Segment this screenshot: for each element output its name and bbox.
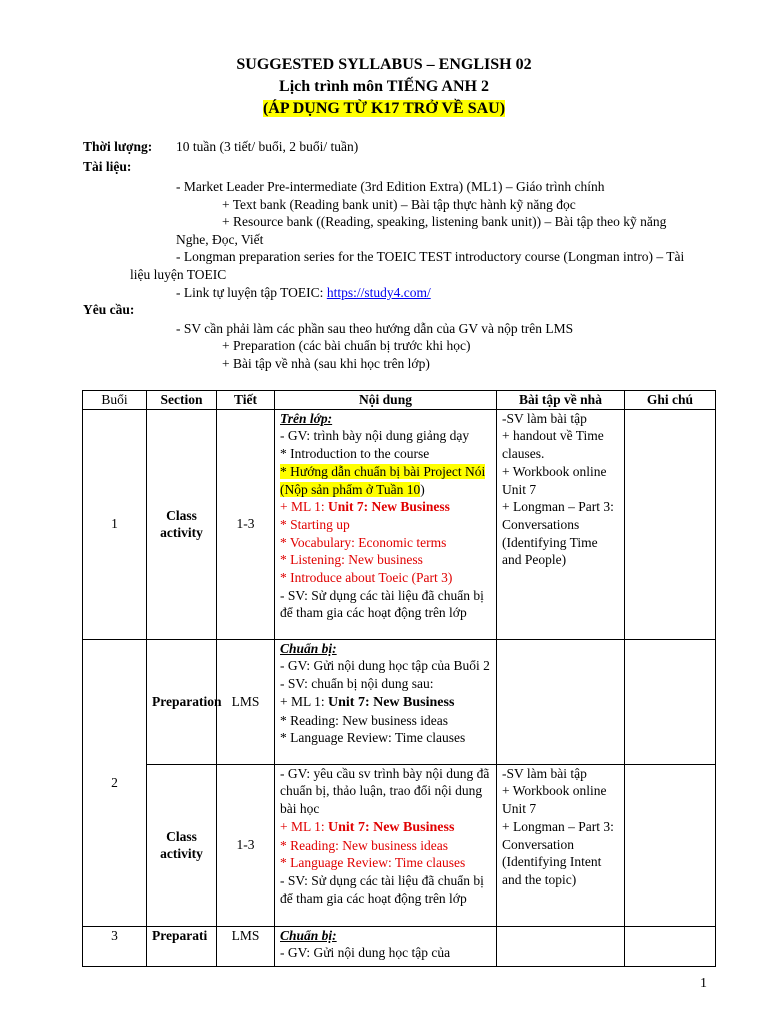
materials-label: Tài liệu:: [83, 159, 132, 174]
periods-cell: 1-3: [217, 409, 275, 639]
material-line: Nghe, Đọc, Viết: [176, 232, 264, 247]
content-cell: [275, 926, 497, 966]
content-cell: [275, 764, 497, 926]
content-line-unit: [280, 818, 491, 837]
material-line: - Market Leader Pre-intermediate (3rd Edition Extra) (ML1) – Giáo trình chính: [176, 179, 605, 194]
homework-line: + Workbook online Unit 7: [502, 783, 607, 817]
requirement-line: - SV cần phải làm các phần sau theo hướng dẫn của GV và nộp trên LMS: [176, 321, 574, 336]
content-line: * Reading: New business ideas: [280, 712, 448, 728]
requirement-line: + Bài tập về nhà (sau khi học trên lớp): [222, 356, 430, 371]
toeic-link-line: [176, 284, 431, 302]
section-cell: Preparati: [147, 926, 217, 966]
col-header-homework: Bài tập về nhà: [497, 391, 625, 410]
requirements-label: Yêu cầu:: [83, 302, 135, 317]
project-highlight: * Hướng dẫn chuẩn bị bài Project Nói (Nộp sản phẩm ở Tuần 10: [280, 463, 486, 497]
content-line: * Introduction to the course: [280, 446, 430, 462]
homework-cell: [497, 409, 625, 639]
periods-cell: LMS: [217, 926, 275, 966]
table-row-session-2-class: [83, 764, 716, 926]
homework-line: -SV làm bài tập: [502, 410, 587, 426]
title-english: SUGGESTED SYLLABUS – ENGLISH 02: [236, 56, 532, 73]
unit-prefix: + ML 1:: [280, 818, 328, 834]
content-heading: Chuẩn bị:: [280, 927, 337, 943]
applies-highlight: (ÁP DỤNG TỪ K17 TRỞ VỀ SAU): [262, 100, 506, 117]
periods-cell: 1-3: [217, 764, 275, 926]
col-header-notes: Ghi chú: [625, 391, 716, 410]
homework-line: + Longman – Part 3: Conversations (Identifying Time and People): [502, 499, 614, 568]
homework-line: + Workbook online Unit 7: [502, 463, 607, 497]
session-number: 2: [83, 639, 147, 926]
col-header-section: Section: [147, 391, 217, 410]
material-line: liệu luyện TOEIC: [130, 267, 227, 282]
unit-title: Unit 7: New Business: [328, 819, 455, 835]
content-cell: [275, 409, 497, 639]
unit-title: Unit 7: New Business: [328, 694, 455, 710]
content-line: * Language Review: Time clauses: [280, 730, 466, 746]
material-line: - Longman preparation series for the TOEIC TEST introductory course (Longman intro) – Tài: [176, 249, 685, 264]
content-line: * Introduce about Toeic (Part 3): [280, 570, 453, 586]
title-vietnamese: Lịch trình môn TIẾNG ANH 2: [279, 78, 489, 95]
session-number: 3: [83, 926, 147, 966]
homework-cell: [497, 764, 625, 926]
homework-line: + Longman – Part 3: Conversation (Identifying Intent and the topic): [502, 818, 614, 887]
section-cell: Preparation: [147, 639, 217, 764]
notes-cell: [625, 926, 716, 966]
session-number: 1: [83, 409, 147, 639]
table-row-session-3: [83, 926, 716, 966]
unit-prefix: + ML 1:: [280, 693, 328, 709]
content-line: - GV: trình bày nội dung giảng dạy: [280, 428, 470, 444]
content-line: - GV: Gửi nội dung học tập của: [280, 945, 451, 961]
col-header-content: Nội dung: [275, 391, 497, 410]
content-line: - SV: Sử dụng các tài liệu đã chuẩn bị để tham gia các hoạt động trên lớp: [280, 587, 484, 621]
material-line: + Resource bank ((Reading, speaking, listening bank unit)) – Bài tập theo kỹ năng: [222, 214, 667, 229]
content-line: - GV: yêu cầu sv trình bày nội dung đã chuẩn bị, thảo luận, trao đổi nội dung bài học: [280, 765, 490, 817]
content-line-unit: [280, 498, 491, 516]
content-line-unit: [280, 693, 491, 712]
title-applies: [0, 100, 768, 118]
link-prefix: - Link tự luyện tập TOEIC:: [176, 285, 327, 300]
periods-cell: LMS: [217, 639, 275, 764]
material-line: + Text bank (Reading bank unit) – Bài tập thực hành kỹ năng đọc: [222, 197, 576, 212]
content-line: * Language Review: Time clauses: [280, 855, 466, 871]
content-line: * Vocabulary: Economic terms: [280, 534, 447, 550]
content-line: - GV: Gửi nội dung học tập của Buổi 2: [280, 658, 490, 674]
table-row-session-2-prep: [83, 639, 716, 764]
page-number: 1: [700, 976, 707, 991]
unit-prefix: + ML 1:: [280, 499, 328, 515]
unit-title: Unit 7: New Business: [328, 499, 450, 515]
content-line: - SV: chuẩn bị nội dung sau:: [280, 676, 434, 692]
homework-line: -SV làm bài tập: [502, 765, 587, 781]
content-heading: Chuẩn bị:: [280, 640, 337, 656]
homework-cell: [497, 639, 625, 764]
study4-link[interactable]: https://study4.com/: [326, 285, 431, 300]
content-cell: [275, 639, 497, 764]
section-cell: Class activity: [147, 764, 217, 926]
duration-label: Thời lượng:: [83, 139, 153, 154]
duration-value: 10 tuần (3 tiết/ buổi, 2 buổi/ tuần): [176, 139, 359, 154]
table-header-row: [83, 391, 716, 410]
section-cell: Class activity: [147, 409, 217, 639]
content-line: * Reading: New business ideas: [280, 837, 448, 853]
content-line: * Listening: New business: [280, 552, 423, 568]
homework-cell: [497, 926, 625, 966]
table-row-session-1: [83, 409, 716, 639]
col-header-session: Buổi: [83, 391, 147, 410]
content-heading: Trên lớp:: [280, 410, 333, 426]
content-line: * Starting up: [280, 516, 350, 532]
notes-cell: [625, 409, 716, 639]
col-header-periods: Tiết: [217, 391, 275, 410]
homework-line: + handout về Time clauses.: [502, 428, 604, 462]
content-line-project: [280, 463, 491, 498]
notes-cell: [625, 639, 716, 764]
syllabus-table: [82, 390, 716, 967]
notes-cell: [625, 764, 716, 926]
content-line: - SV: Sử dụng các tài liệu đã chuẩn bị để tham gia các hoạt động trên lớp: [280, 872, 484, 906]
requirement-line: + Preparation (các bài chuẩn bị trước khi học): [222, 338, 471, 353]
project-close-paren: ): [420, 481, 425, 497]
